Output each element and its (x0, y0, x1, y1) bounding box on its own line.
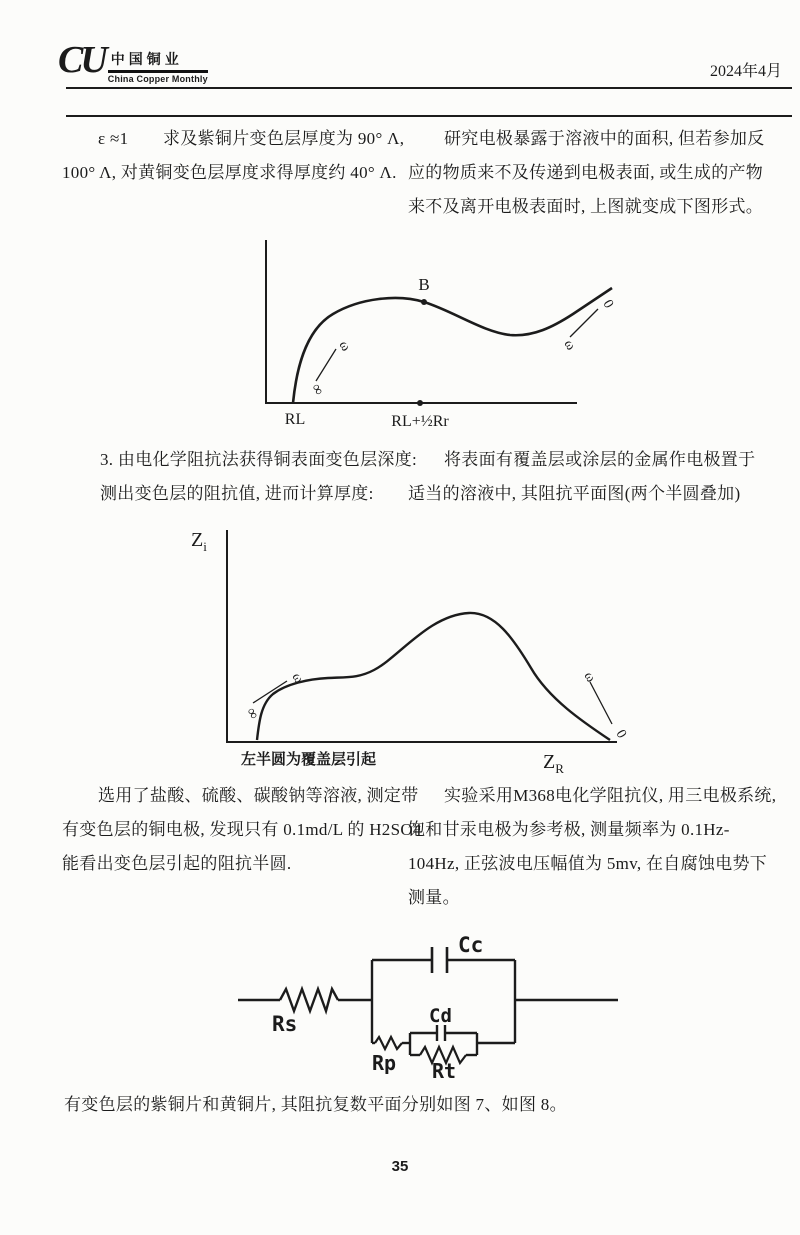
left-paragraph-2 (100, 443, 417, 511)
figure1-axis-dot (417, 400, 423, 406)
text-line: 研究电极暴露于溶液中的面积, 但若参加反 (444, 129, 765, 148)
figure2-omega-zero-label: 0 (612, 727, 630, 742)
text-line: 有变色层的铜电极, 发现只有 0.1md/L 的 H2SO4 (62, 820, 422, 839)
text-line: 适当的溶液中, 其阻抗平面图(两个半圆叠加) (408, 484, 741, 503)
journal-logo (58, 39, 208, 84)
issue-date: 2024年4月 (709, 63, 782, 80)
resistor-rs (280, 989, 338, 1011)
figure1-rl-half-rr-label: RL+½Rr (391, 413, 449, 430)
capacitor-cd (437, 1025, 445, 1041)
capacitor-cc (432, 947, 447, 973)
text-line: 100° Λ, 对黄铜变色层厚度求得厚度约 40° Λ. (62, 163, 397, 182)
figure1-omega-label-right: ω (560, 337, 579, 353)
text-line: 将表面有覆盖层或涂层的金属作电极置于 (444, 450, 756, 469)
right-paragraph-1 (408, 122, 765, 224)
figure1-point-b-label: B (418, 275, 430, 294)
figure1-omega-zero-label: 0 (599, 297, 617, 312)
label-rp: Rp (372, 1051, 397, 1075)
figure1-point-b-dot (421, 299, 427, 305)
left-paragraph-1 (62, 122, 404, 190)
right-paragraph-2 (408, 443, 755, 511)
figure1-omega-infinity-label: ∞ (307, 381, 327, 399)
figure2-freq-arrow-left (253, 681, 287, 703)
text-line: 3. 由电化学阻抗法获得铜表面变色层深度: (100, 450, 418, 469)
label-cd: Cd (429, 1005, 452, 1027)
text-line: ε ≈1 求及紫铜片变色层厚度为 90° Λ, (98, 129, 405, 148)
logo-text-block (108, 49, 208, 84)
page-number: 35 (391, 1158, 409, 1175)
text-line: 饱和甘汞电极为参考极, 测量频率为 0.1Hz- (408, 820, 730, 839)
figure-caption: 有变色层的紫铜片和黄铜片, 其阻抗复数平面分别如图 7、如图 8。 (64, 1095, 567, 1114)
label-cc: Cc (458, 933, 484, 957)
logo-english-title: China Copper Monthly (107, 74, 208, 84)
text-line: 测出变色层的阻抗值, 进而计算厚度: (100, 484, 374, 503)
right-paragraph-3 (408, 779, 776, 915)
label-rt: Rt (432, 1059, 457, 1083)
figure2-axes (227, 530, 617, 742)
figure2-omega-label-left: ω (288, 670, 307, 686)
equivalent-circuit-diagram (228, 928, 628, 1090)
figure2-nyquist-plot (183, 518, 648, 780)
left-paragraph-3 (62, 779, 422, 881)
logo-chinese-title: 中国铜业 (108, 49, 208, 73)
text-line: 测量。 (408, 888, 460, 907)
text-line: 选用了盐酸、硫酸、碳酸钠等溶液, 测定带 (98, 786, 419, 805)
text-line: 实验采用M368电化学阻抗仪, 用三电极系统, (444, 786, 777, 805)
header-rule-top (66, 87, 792, 89)
figure2-x-axis-label: $Z_R$ (543, 751, 564, 776)
figure2-y-axis-label: $Z_i$ (191, 529, 207, 554)
text-line: 104Hz, 正弦波电压幅值为 5mv, 在自腐蚀电势下 (408, 854, 768, 873)
resistor-rp (375, 1037, 402, 1049)
inner-box-side-wires (410, 1033, 477, 1055)
figure1-freq-arrow-left (316, 349, 336, 381)
label-rs: Rs (272, 1012, 298, 1036)
figure1-omega-label-left: ω (335, 338, 354, 354)
figure2-omega-label-right: ω (580, 669, 599, 685)
text-line: 应的物质来不及传递到电极表面, 或生成的产物 (408, 163, 764, 182)
figure2-left-semicircle-note: 左半圆为覆盖层引起 (241, 751, 377, 768)
figure1-rl-label: RL (284, 411, 306, 428)
figure2-curve (257, 613, 610, 740)
figure2-freq-arrow-right (590, 682, 612, 724)
text-line: 来不及离开电极表面时, 上图就变成下图形式。 (408, 197, 764, 216)
text-line: 能看出变色层引起的阻抗半圆. (62, 854, 292, 873)
header-rule-bottom (66, 115, 792, 117)
figure1-axes (266, 240, 577, 403)
figure2-omega-infinity-label: ∞ (242, 705, 262, 723)
logo-cu-mark: CU (58, 39, 105, 81)
figure1-impedance-curve (248, 233, 633, 443)
